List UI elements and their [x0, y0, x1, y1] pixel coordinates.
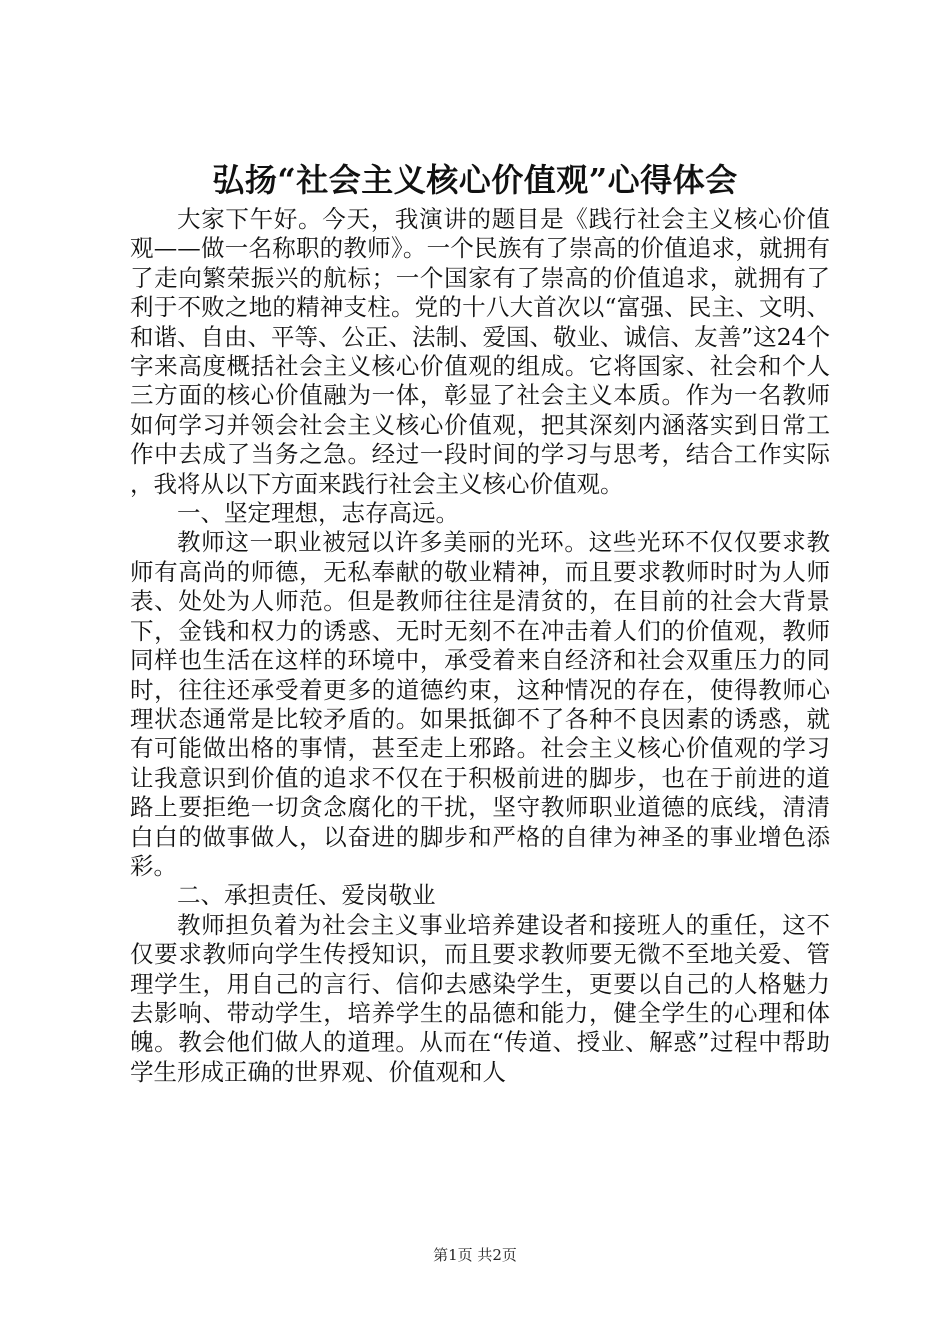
section-heading-1: 一、坚定理想，志存高远。 [177, 499, 459, 528]
paragraph-section-2: 教师担负着为社会主义事业培养建设者和接班人的重任，这不仅要求教师向学生传授知识，而且要求教师要无微不至地关爱、管理学生，用自己的言行、信仰去感染学生，更要以自己的人格魅力去影响、带动学生，培养学生的品德和能力，健全学生的心理和体魄。教会他们做人的道理。从而在“传道、授业、解惑”过程中帮助学生形成正确的世界观、价值观和人 [130, 910, 830, 1086]
paragraph-section-1: 教师这一职业被冠以许多美丽的光环。这些光环不仅仅要求教师有高尚的师德，无私奉献的敬业精神，而且要求教师时时为人师表、处处为人师范。但是教师往往是清贫的，在目前的社会大背景下，金钱和权力的诱惑、无时无刻不在冲击着人们的价值观，教师同样也生活在这样的环境中，承受着来自经济和社会双重压力的同时，往往还承受着更多的道德约束，这种情况的存在，使得教师心理状态通常是比较矛盾的。如果抵御不了各种不良因素的诱惑，就有可能做出格的事情，甚至走上邪路。社会主义核心价值观的学习让我意识到价值的追求不仅在于积极前进的脚步，也在于前进的道路上要拒绝一切贪念腐化的干扰，坚守教师职业道德的底线，清清白白的做事做人，以奋进的脚步和严格的自律为神圣的事业增色添彩。 [130, 528, 830, 880]
document-title: 弘扬“社会主义核心价值观”心得体会 [212, 161, 738, 199]
document-body [130, 205, 830, 1087]
paragraph-intro: 大家下午好。今天，我演讲的题目是《践行社会主义核心价值观——做一名称职的教师》。一个民族有了崇高的价值追求，就拥有了走向繁荣振兴的航标；一个国家有了崇高的价值追求，就拥有了利于不败之地的精神支柱。党的十八大首次以“富强、民主、文明、和谐、自由、平等、公正、法制、爱国、敬业、诚信、友善”这24个字来高度概括社会主义核心价值观的组成。它将国家、社会和个人三方面的核心价值融为一体，彰显了社会主义本质。作为一名教师如何学习并领会社会主义核心价值观，把其深刻内涵落实到日常工作中去成了当务之急。经过一段时间的学习与思考，结合工作实际，我将从以下方面来践行社会主义核心价值观。 [130, 205, 830, 498]
page-number-footer: 第1页 共2页 [433, 1246, 517, 1264]
section-heading-2: 二、承担责任、爱岗敬业 [177, 881, 436, 910]
